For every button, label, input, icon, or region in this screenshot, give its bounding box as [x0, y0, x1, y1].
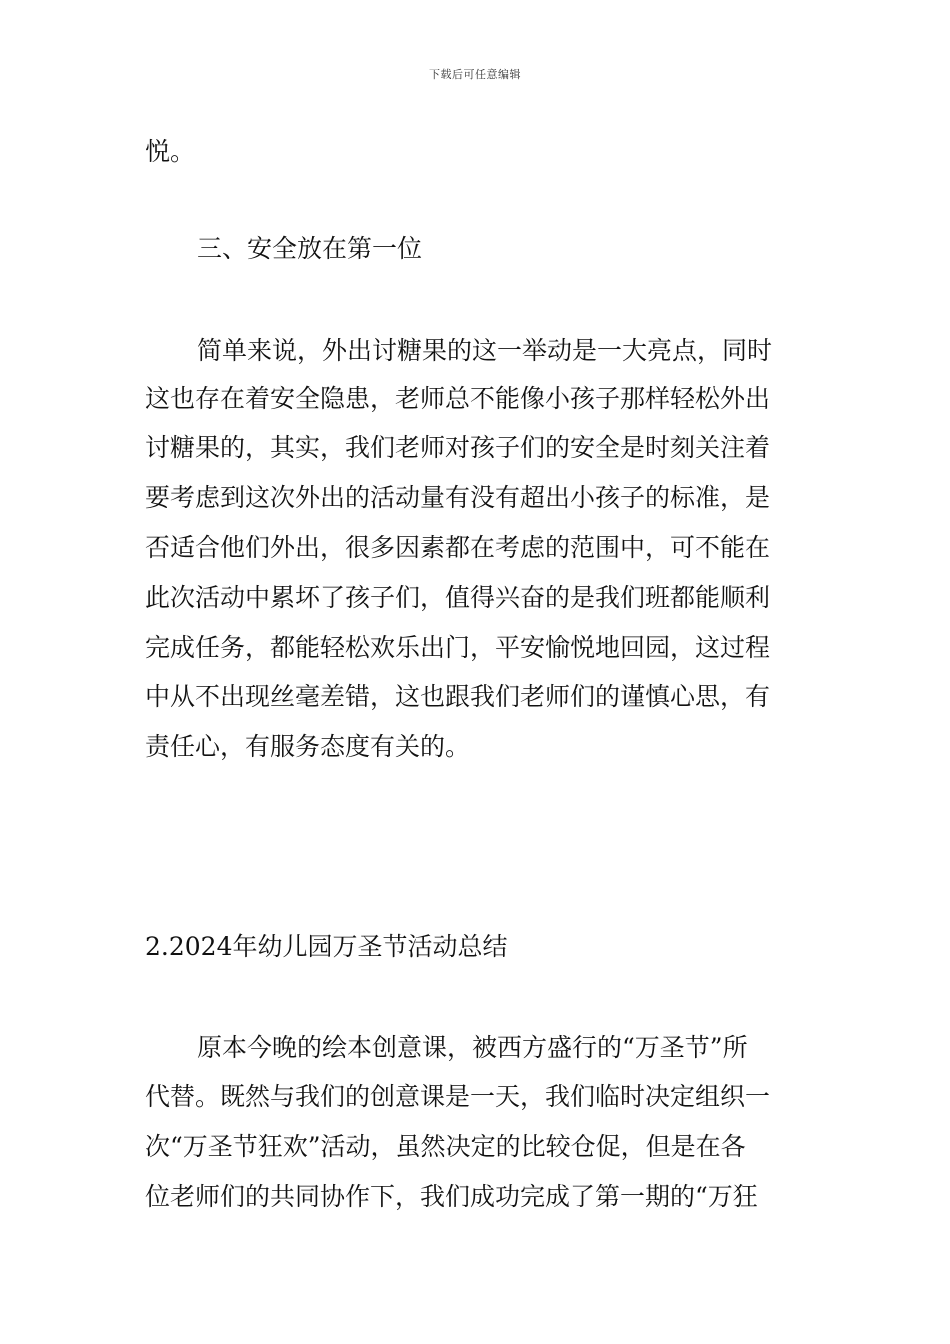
paragraph-line: 要考虑到这次外出的活动量有没有超出小孩子的标准，是 [145, 483, 771, 512]
paragraph-line: 中从不出现丝毫差错，这也跟我们老师们的谨慎心思，有 [145, 682, 771, 711]
page-header: 下载后可任意编辑 [429, 68, 521, 81]
paragraph-line: 简单来说，外出讨糖果的这一举动是一大亮点，同时 [197, 336, 773, 365]
paragraph-line: 讨糖果的，其实，我们老师对孩子们的安全是时刻关注着 [145, 433, 771, 462]
paragraph-line: 次“万圣节狂欢”活动，虽然决定的比较仓促，但是在各 [145, 1132, 746, 1161]
text-line: 悦。 [145, 137, 196, 166]
paragraph-line: 责任心，有服务态度有关的。 [145, 732, 471, 761]
paragraph-line: 这也存在着安全隐患，老师总不能像小孩子那样轻松外出 [145, 384, 771, 413]
section-heading: 三、安全放在第一位 [197, 234, 423, 263]
article-title: 2.2024年幼儿园万圣节活动总结 [145, 932, 508, 961]
paragraph-line: 原本今晚的绘本创意课，被西方盛行的“万圣节”所 [197, 1033, 748, 1062]
paragraph-line: 此次活动中累坏了孩子们，值得兴奋的是我们班都能顺利 [145, 583, 771, 612]
paragraph-line: 完成任务，都能轻松欢乐出门，平安愉悦地回园，这过程 [145, 633, 771, 662]
paragraph-line: 否适合他们外出，很多因素都在考虑的范围中，可不能在 [145, 533, 771, 562]
paragraph-line: 代替。既然与我们的创意课是一天，我们临时决定组织一 [145, 1082, 771, 1111]
paragraph-line: 位老师们的共同协作下，我们成功完成了第一期的“万狂 [145, 1182, 758, 1211]
